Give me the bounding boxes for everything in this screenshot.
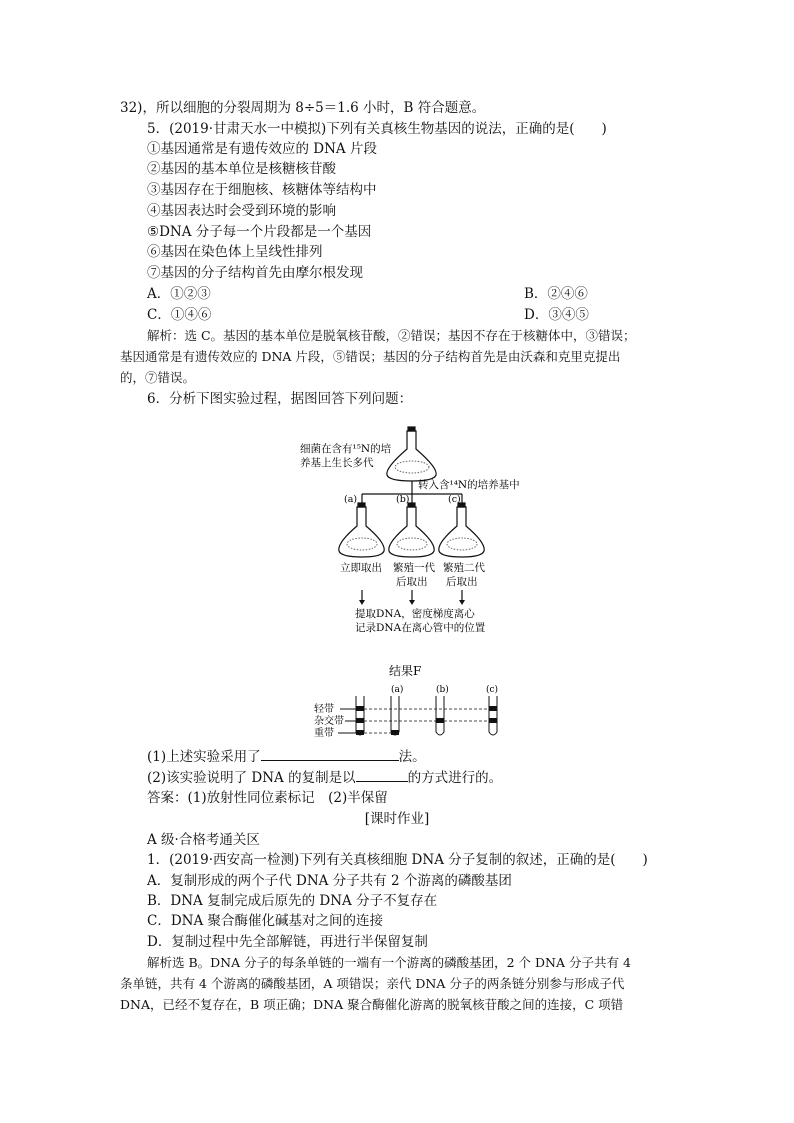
question-6: 6．分析下图实验过程，据图回答下列问题： (147, 391, 413, 407)
top-label-line: 细菌在含有¹⁵N的培 (300, 443, 392, 455)
hw-option-a: A．复制形成的两个子代 DNA 分子共有 2 个游离的磷酸基团 (147, 873, 512, 889)
hw-option-b: B．DNA 复制完成后原先的 DNA 分子不复存在 (147, 893, 438, 909)
top-label-line: 养基上生长多代 (300, 457, 374, 469)
homework-title: [课时作业] (364, 811, 430, 827)
statement-2: ②基因的基本单位是核糖核苷酸 (147, 161, 336, 177)
statement-6: ⑥基因在染色体上呈线性排列 (147, 244, 323, 260)
tube-b-label: (b) (436, 685, 449, 695)
level-heading: A 级·合格考通关区 (147, 832, 260, 848)
option-a: A．①②③ (147, 286, 211, 302)
statement-1: ①基因通常是有遗传效应的 DNA 片段 (147, 141, 377, 157)
option-c: C．①④⑥ (147, 307, 212, 323)
question-5: 5．(2019·甘肃天水一中模拟)下列有关真核生物基因的说法，正确的是( ) (147, 121, 607, 137)
fill-text: (2)该实验说明了 DNA 的复制是以 (147, 770, 356, 786)
fill-text: 的方式进行的。 (407, 770, 503, 786)
caption-b: 繁殖一代 (393, 562, 435, 574)
step-label: 提取DNA，密度梯度离心 (355, 608, 475, 620)
answer: 答案：(1)放射性同位素标记 (2)半保留 (147, 790, 388, 806)
analysis-line: 基因通常是有遗传效应的 DNA 片段，⑤错误；基因的分子结构首先是由沃森和克里克提出 (120, 349, 621, 364)
statement-5: ⑤DNA 分子每一个片段都是一个基因 (147, 224, 372, 240)
flask-b-label: (b) (396, 494, 410, 505)
flask-a-label: (a) (344, 494, 358, 505)
hw-analysis-line: 解析选 B。DNA 分子的每条单链的一端有一个游离的磷酸基团，2 个 DNA 分子共有 4 (147, 955, 631, 970)
caption-a: 立即取出 (340, 562, 382, 574)
fill-question-2 (147, 767, 502, 788)
flask-c-label: (c) (448, 494, 461, 505)
text-line: 32)，所以细胞的分裂周期为 8÷5＝1.6 小时，B 符合题意。 (120, 100, 486, 116)
statement-3: ③基因存在于细胞核、核糖体等结构中 (147, 182, 377, 198)
band-heavy-label: 重带 (314, 728, 334, 739)
hw-option-d: D．复制过程中先全部解链，再进行半保留复制 (147, 934, 428, 950)
option-b: B．②④⑥ (524, 286, 588, 302)
blank (356, 767, 408, 782)
tube-a-label: (a) (391, 685, 404, 695)
homework-question-1: 1．(2019·西安高一检测)下列有关真核细胞 DNA 分子复制的叙述，正确的是( ) (147, 852, 648, 868)
hw-analysis-line: 条单链，共有 4 个游离的磷酸基团，A 项错误；亲代 DNA 分子的两条链分别参与形成子代 (120, 976, 625, 991)
transfer-label: 转入含¹⁴N的培养基中 (418, 479, 520, 491)
tube-c-label: (c) (486, 685, 499, 695)
blank (261, 746, 399, 761)
band-light-label: 轻带 (314, 704, 334, 715)
statement-4: ④基因表达时会受到环境的影响 (147, 203, 336, 219)
statement-7: ⑦基因的分子结构首先由摩尔根发现 (147, 265, 363, 281)
option-d: D．③④⑤ (524, 307, 589, 323)
band-hybrid-label: 杂交带 (314, 716, 344, 727)
fill-text: 法。 (398, 749, 426, 765)
fill-text: (1)上述实验采用了 (147, 749, 261, 765)
hw-analysis-line: DNA，已经不复存在，B 项正确；DNA 聚合酶催化游离的脱氧核苷酸之间的连接，C 项错 (120, 997, 624, 1012)
result-label: 结果F (389, 664, 422, 678)
caption-b: 后取出 (396, 576, 428, 588)
fill-question-1 (147, 746, 426, 767)
caption-c: 繁殖二代 (443, 562, 485, 574)
analysis-line: 解析：选 C。基因的基本单位是脱氧核苷酸，②错误；基因不存在于核糖体中，③错误； (147, 328, 636, 343)
analysis-line: 的，⑦错误。 (120, 370, 196, 385)
caption-c: 后取出 (446, 576, 478, 588)
step-label: 记录DNA在离心管中的位置 (355, 622, 486, 634)
hw-option-c: C．DNA 聚合酶催化碱基对之间的连接 (147, 913, 384, 929)
